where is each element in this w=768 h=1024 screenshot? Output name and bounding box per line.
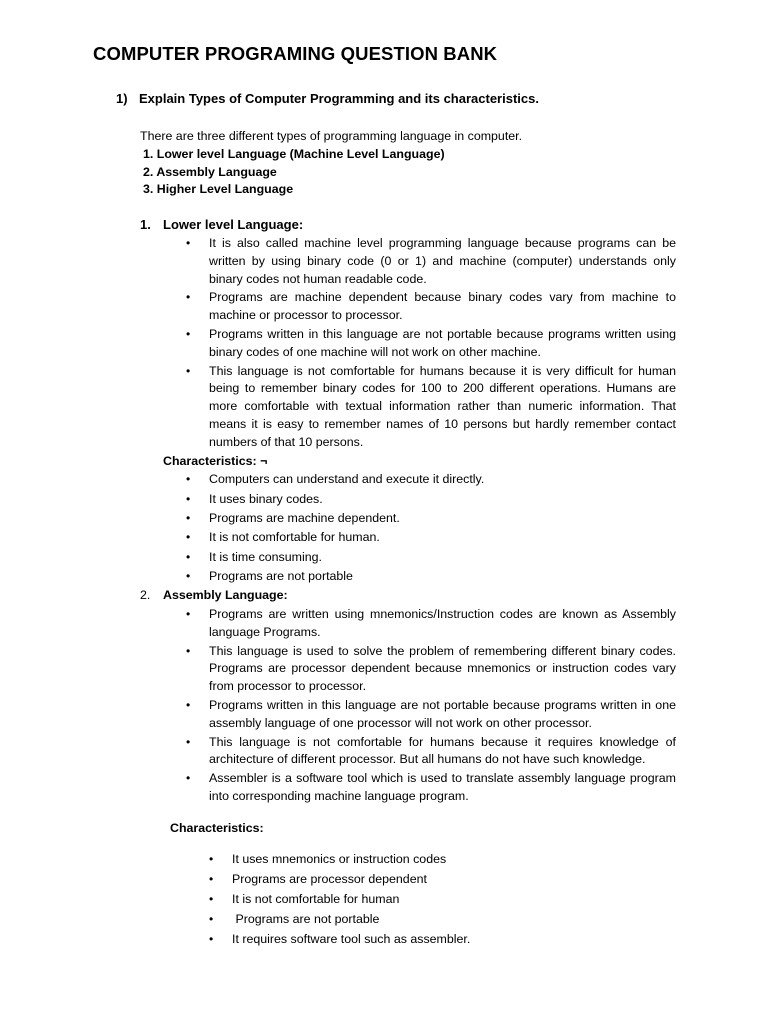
bullet-icon: • — [209, 892, 214, 907]
list-item — [209, 851, 676, 869]
list-item-text: It is time consuming. — [209, 549, 322, 564]
list-item-text: Programs are written using mnemonics/Instruction codes are known as Assembly language Programs. — [209, 606, 676, 639]
bullet-icon: • — [209, 872, 214, 887]
bullet-icon: • — [186, 549, 191, 564]
list-item — [186, 363, 676, 452]
bullet-icon: • — [186, 363, 191, 378]
section-title: Assembly Language: — [163, 588, 288, 603]
bullet-icon: • — [186, 235, 191, 250]
list-item — [209, 911, 676, 929]
bullet-icon: • — [209, 931, 214, 946]
assembly-points — [186, 606, 676, 806]
bullet-icon: • — [186, 643, 191, 658]
list-item-text: Computers can understand and execute it directly. — [209, 472, 485, 487]
language-types-list — [143, 146, 676, 199]
lower-level-points — [186, 235, 676, 452]
list-item-text: It is not comfortable for human. — [209, 530, 380, 545]
question-heading — [116, 91, 539, 106]
list-item-text: It uses mnemonics or instruction codes — [232, 852, 447, 867]
bullet-icon: • — [209, 911, 214, 926]
list-item — [186, 529, 676, 547]
question-number: 1) — [116, 91, 128, 106]
list-item — [186, 697, 676, 733]
list-item — [186, 235, 676, 288]
list-item-text: This language is not comfortable for humans because it is very difficult for human being to remember binary codes for 100 to 200 different operations. Humans are more comfortable with textual information rather than numeric information. That means it is easy to remember names of 10 persons but hardly remember contact numbers of that 10 persons. — [209, 363, 676, 449]
bullet-icon: • — [209, 852, 214, 867]
list-item — [186, 606, 676, 642]
list-item — [186, 734, 676, 770]
list-item-text: Programs are machine dependent because binary codes vary from machine to machine or processor to processor. — [209, 290, 676, 323]
list-item-text: Programs are not portable — [209, 568, 353, 583]
characteristics-heading: Characteristics: ¬ — [163, 453, 268, 468]
list-item — [186, 289, 676, 325]
section-number: 1. — [140, 217, 151, 233]
list-item-text: Assembler is a software tool which is used to translate assembly language program into corresponding machine language program. — [209, 771, 676, 803]
assembly-characteristics — [209, 851, 676, 948]
list-item: 2. Assembly Language — [143, 164, 277, 179]
list-item — [209, 891, 676, 909]
bullet-icon: • — [186, 771, 191, 786]
list-item-text: This language is not comfortable for humans because it requires knowledge of architecture of different processor. But all humans do not have such knowledge. — [209, 734, 676, 767]
list-item — [186, 770, 676, 806]
page-title: COMPUTER PROGRAMING QUESTION BANK — [93, 43, 498, 64]
list-item — [186, 326, 676, 362]
section-heading-assembly — [140, 587, 676, 605]
question-text: Explain Types of Computer Programming and its characteristics. — [139, 91, 539, 106]
section-number: 2. — [140, 588, 151, 603]
list-item — [186, 568, 676, 586]
list-item — [186, 471, 676, 489]
list-item: 1. Lower level Language (Machine Level Language) — [143, 146, 445, 161]
list-item-text: It uses binary codes. — [209, 491, 323, 506]
bullet-icon: • — [186, 290, 191, 305]
list-item-text: It is not comfortable for human — [232, 892, 400, 907]
bullet-icon: • — [186, 568, 191, 583]
list-item-text: Programs are processor dependent — [232, 872, 427, 887]
list-item: 3. Higher Level Language — [143, 182, 294, 197]
bullet-icon: • — [186, 510, 191, 525]
list-item — [186, 491, 676, 509]
list-item-text: Programs written in this language are not portable because programs written using binary codes of one machine will not work on other machine. — [209, 326, 676, 359]
bullet-icon: • — [186, 697, 191, 712]
list-item-text: It is also called machine level programming language because programs can be written by using binary code (0 or 1) and machine (computer) understands only binary codes not human readable code. — [209, 235, 676, 286]
section-heading-lower-level — [140, 216, 676, 234]
list-item — [186, 643, 676, 696]
list-item-text: Programs are machine dependent. — [209, 510, 400, 525]
bullet-icon: • — [186, 472, 191, 487]
list-item-text: It requires software tool such as assembler. — [232, 931, 471, 946]
list-item — [186, 549, 676, 567]
bullet-icon: • — [186, 326, 191, 341]
bullet-icon: • — [186, 530, 191, 545]
list-item-text: This language is used to solve the problem of remembering different binary codes. Programs are processor dependent because mnemonics or instruction codes vary from processor to processor. — [209, 643, 676, 694]
lower-level-characteristics — [186, 471, 676, 585]
intro-text: There are three different types of programming language in computer. — [140, 129, 523, 143]
bullet-icon: • — [186, 491, 191, 506]
list-item-text: Programs are not portable — [232, 911, 380, 926]
bullet-icon: • — [186, 734, 191, 749]
answer-body — [140, 128, 676, 950]
list-item — [209, 931, 676, 949]
list-item — [186, 510, 676, 528]
section-title: Lower level Language: — [163, 217, 304, 233]
bullet-icon: • — [186, 606, 191, 621]
list-item-text: Programs written in this language are not portable because programs written in one assembly language of one processor will not work on other processor. — [209, 697, 676, 730]
characteristics-heading: Characteristics: — [170, 820, 264, 835]
list-item — [209, 871, 676, 889]
